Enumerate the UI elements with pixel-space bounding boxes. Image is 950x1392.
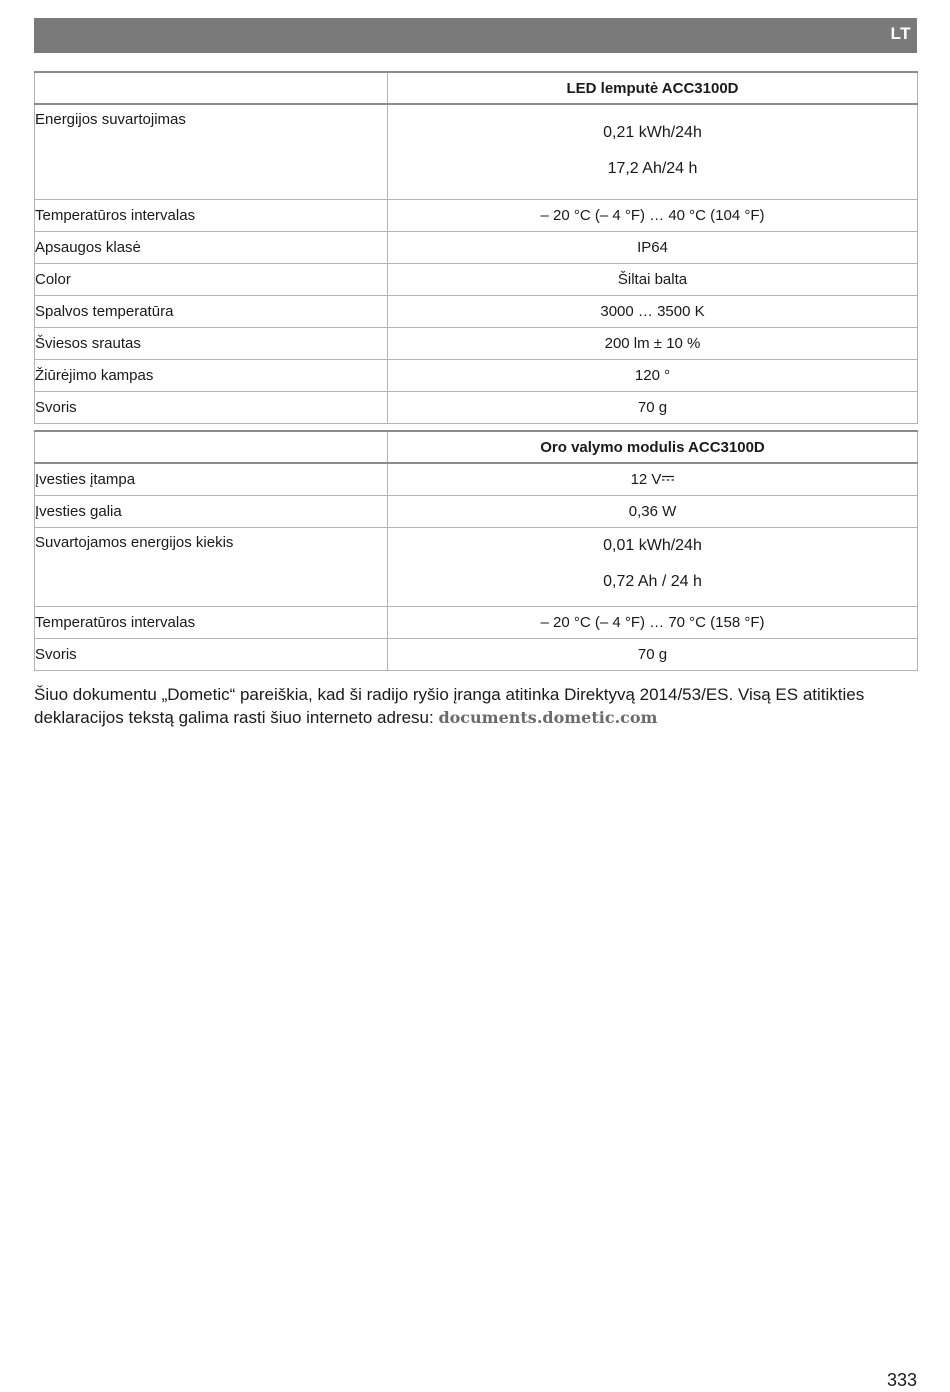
table-row: [35, 200, 918, 232]
language-header-bar: [34, 18, 917, 53]
spec-value-line: 0,01 kWh/24h: [603, 536, 702, 554]
spec-label: Temperatūros intervalas: [35, 200, 388, 232]
product-name-header: Oro valymo modulis ACC3100D: [388, 431, 918, 463]
spec-value-line: 17,2 Ah/24 h: [607, 160, 698, 177]
dc-voltage-icon: [662, 475, 674, 482]
spec-value: 0,36 W: [388, 495, 918, 527]
spec-label: Apsaugos klasė: [35, 232, 388, 264]
spec-label: Spalvos temperatūra: [35, 296, 388, 328]
table-row: [35, 296, 918, 328]
spec-value: 70 g: [388, 638, 918, 670]
spec-value: Šiltai balta: [388, 264, 918, 296]
led-lamp-spec-table: [34, 71, 918, 424]
spec-value: IP64: [388, 232, 918, 264]
air-purifier-spec-table: [34, 430, 918, 671]
spec-label: Color: [35, 264, 388, 296]
spec-value-line: 0,72 Ah / 24 h: [603, 572, 702, 590]
spec-value: – 20 °C (– 4 °F) … 40 °C (104 °F): [388, 200, 918, 232]
table-row: [35, 360, 918, 392]
spec-value-text: 12 V: [630, 470, 662, 488]
header-empty-cell: [35, 72, 388, 104]
spec-label: Žiūrėjimo kampas: [35, 360, 388, 392]
declaration-text: [34, 683, 917, 729]
table-row: [35, 104, 918, 200]
spec-value: 200 lm ± 10 %: [388, 328, 918, 360]
table-header-row: [35, 431, 918, 463]
table-row: [35, 328, 918, 360]
spec-value: [388, 527, 918, 606]
spec-label: Svoris: [35, 392, 388, 424]
spec-value: 3000 … 3500 K: [388, 296, 918, 328]
spec-value: [388, 104, 918, 200]
table-row: [35, 392, 918, 424]
spec-label: Temperatūros intervalas: [35, 606, 388, 638]
page-number: 333: [886, 1370, 917, 1390]
product-name-header: LED lemputė ACC3100D: [388, 72, 918, 104]
spec-value: [388, 463, 918, 495]
documents-link[interactable]: documents.dometic.com: [438, 708, 658, 727]
header-empty-cell: [35, 431, 388, 463]
table-row: [35, 527, 918, 606]
spec-value: – 20 °C (– 4 °F) … 70 °C (158 °F): [388, 606, 918, 638]
spec-label: Suvartojamos energijos kiekis: [35, 527, 388, 606]
spec-value: 120 °: [388, 360, 918, 392]
table-header-row: [35, 72, 918, 104]
spec-label: Šviesos srautas: [35, 328, 388, 360]
spec-label: Energijos suvartojimas: [35, 104, 388, 200]
spec-label: Įvesties galia: [35, 495, 388, 527]
spec-value-line: 0,21 kWh/24h: [603, 124, 702, 141]
table-row: [35, 638, 918, 670]
table-row: [35, 606, 918, 638]
spec-label: Svoris: [35, 638, 388, 670]
table-row: [35, 495, 918, 527]
declaration-body: Šiuo dokumentu „Dometic“ pareiškia, kad ši radijo ryšio įranga atitinka Direktyvą 2014/53/ES. Visą ES atitikties deklaracijos tekstą galima rasti šiuo interneto adresu:: [34, 685, 865, 727]
language-code: LT: [890, 24, 911, 43]
table-row: [35, 463, 918, 495]
spec-value: 70 g: [388, 392, 918, 424]
spec-label: Įvesties įtampa: [35, 463, 388, 495]
table-row: [35, 264, 918, 296]
table-row: [35, 232, 918, 264]
